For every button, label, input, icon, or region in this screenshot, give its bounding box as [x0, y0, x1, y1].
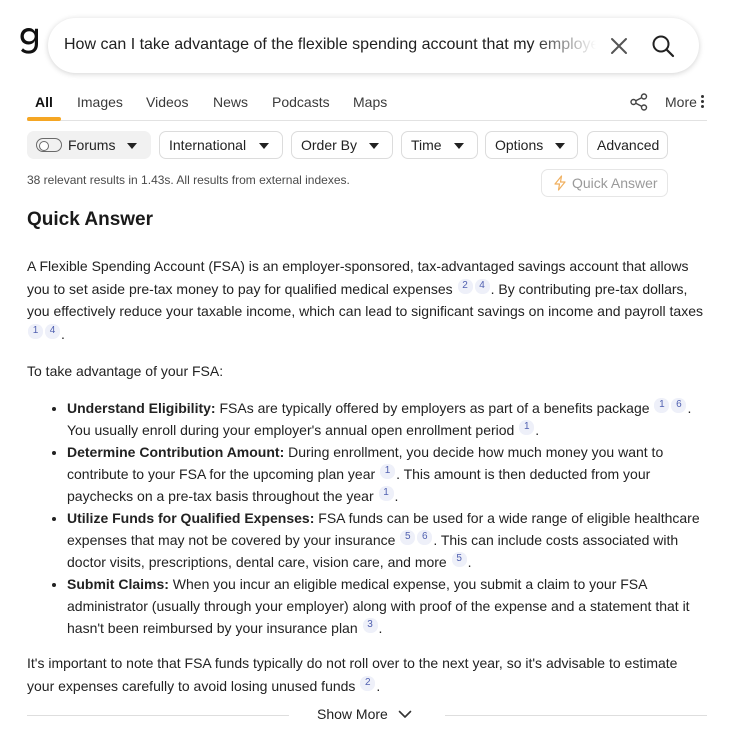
caret-down-icon	[369, 143, 379, 149]
quick-answer-body	[27, 255, 707, 712]
divider-right	[445, 715, 707, 716]
search-icon	[651, 34, 675, 58]
citation[interactable]: 5	[452, 552, 467, 567]
divider-left	[27, 715, 289, 716]
list-item	[67, 573, 707, 639]
active-tab-indicator	[27, 117, 61, 121]
item-text-b: . You usually enroll during your employer's annual open enrollment period	[67, 400, 692, 438]
closing-text-c: .	[376, 677, 381, 694]
lead-paragraph: To take advantage of your FSA:	[27, 363, 224, 379]
tab-images[interactable]: Images	[77, 94, 123, 110]
citation[interactable]: 1	[654, 398, 669, 413]
item-text-c: .	[467, 554, 472, 570]
citation[interactable]: 1	[28, 324, 43, 339]
intro-text-c: .	[61, 325, 65, 342]
search-bar	[48, 18, 699, 73]
item-title: Understand Eligibility:	[67, 400, 216, 416]
list-item	[67, 507, 707, 573]
closing-text-a: It's important to note that FSA funds typically do not roll over to the next year, so it's advisable to estimate your expenses carefully to avoid losing unused funds	[27, 655, 678, 694]
show-more-button[interactable]	[317, 706, 412, 722]
tab-maps[interactable]: Maps	[353, 94, 388, 110]
item-text-b: . This can include costs associated with doctor visits, prescriptions, dental care, vision care, and more	[67, 532, 679, 570]
search-button[interactable]	[651, 34, 675, 58]
time-dropdown[interactable]	[401, 131, 478, 159]
clear-search-button[interactable]	[609, 36, 629, 56]
more-label: More	[665, 94, 697, 110]
toggle-switch-icon	[36, 138, 62, 152]
citation[interactable]: 6	[671, 398, 686, 413]
lightning-icon	[552, 175, 568, 191]
item-text-c: .	[394, 488, 399, 504]
results-stats: 38 relevant results in 1.43s. All results from external indexes.	[27, 173, 350, 187]
item-text-a: When you incur an eligible medical expense, you submit a claim to your FSA administrator (usually through your employer) along with proof of the expense and a statement that it hasn't been reimbursed by your insurance plan	[67, 576, 690, 636]
forums-label: Forums	[68, 137, 116, 153]
item-title: Utilize Funds for Qualified Expenses:	[67, 510, 315, 526]
item-title: Determine Contribution Amount:	[67, 444, 285, 460]
caret-down-icon	[555, 143, 565, 149]
intro-paragraph	[27, 255, 707, 345]
item-text-c: .	[378, 620, 383, 636]
advanced-button[interactable]	[587, 131, 668, 159]
citation[interactable]: 1	[379, 486, 394, 501]
item-text-b: . This amount is then deducted from your paychecks on a pre-tax basis throughout the year	[67, 466, 651, 504]
logo-icon[interactable]	[18, 25, 40, 55]
quick-answer-button-label: Quick Answer	[572, 175, 658, 191]
show-more-label: Show More	[317, 706, 388, 722]
citation[interactable]: 3	[363, 618, 378, 633]
tab-videos[interactable]: Videos	[146, 94, 189, 110]
list-item	[67, 397, 707, 441]
order-by-label: Order By	[301, 137, 358, 153]
search-input[interactable]	[64, 34, 596, 56]
order-by-dropdown[interactable]	[291, 131, 393, 159]
list-item	[67, 441, 707, 507]
intro-text-a: A Flexible Spending Account (FSA) is an employer-sponsored, tax-advantaged savings account that allows you to set aside pre-tax money to pay for qualified medical expenses	[27, 258, 689, 297]
quick-answer-heading: Quick Answer	[27, 209, 154, 230]
quick-answer-button[interactable]	[541, 169, 668, 197]
caret-down-icon	[259, 143, 269, 149]
item-text-c: .	[535, 422, 540, 438]
citation[interactable]: 2	[458, 279, 473, 294]
share-icon[interactable]	[629, 93, 649, 111]
show-more-row	[27, 705, 707, 727]
citation[interactable]: 5	[400, 530, 415, 545]
intro-text-b: . By contributing pre-tax dollars, you effectively reduce your taxable income, which can lead to significant savings on income and payroll taxes	[27, 280, 704, 319]
item-text-a: During enrollment, you decide how much money you want to contribute to your FSA for the upcoming plan year	[67, 444, 664, 482]
closing-paragraph	[27, 652, 707, 697]
citation[interactable]: 6	[417, 530, 432, 545]
forums-filter-toggle[interactable]	[27, 131, 151, 159]
tab-news[interactable]: News	[213, 94, 249, 110]
results-tabs	[27, 86, 707, 121]
citation[interactable]: 4	[475, 279, 490, 294]
caret-down-icon	[127, 143, 137, 149]
caret-down-icon	[454, 143, 464, 149]
time-label: Time	[411, 137, 442, 153]
citation[interactable]: 2	[360, 676, 375, 691]
international-label: International	[169, 137, 247, 153]
kebab-icon	[701, 95, 705, 109]
citation[interactable]: 1	[380, 464, 395, 479]
citation[interactable]: 4	[45, 324, 60, 339]
more-menu-button[interactable]	[665, 94, 705, 110]
item-text-a: FSA funds can be used for a wide range of eligible healthcare expenses that may not be covered by your insurance	[67, 510, 700, 548]
item-text-a: FSAs are typically offered by employers as part of a benefits package	[215, 400, 650, 416]
advanced-label: Advanced	[597, 137, 660, 153]
options-label: Options	[495, 137, 544, 153]
citation[interactable]: 1	[519, 420, 534, 435]
options-dropdown[interactable]	[485, 131, 578, 159]
international-dropdown[interactable]	[159, 131, 283, 159]
close-icon	[609, 36, 629, 56]
chevron-down-icon	[398, 710, 412, 719]
tab-all[interactable]: All	[35, 94, 53, 110]
item-title: Submit Claims:	[67, 576, 169, 592]
tips-list	[27, 397, 707, 639]
tab-podcasts[interactable]: Podcasts	[272, 94, 330, 110]
